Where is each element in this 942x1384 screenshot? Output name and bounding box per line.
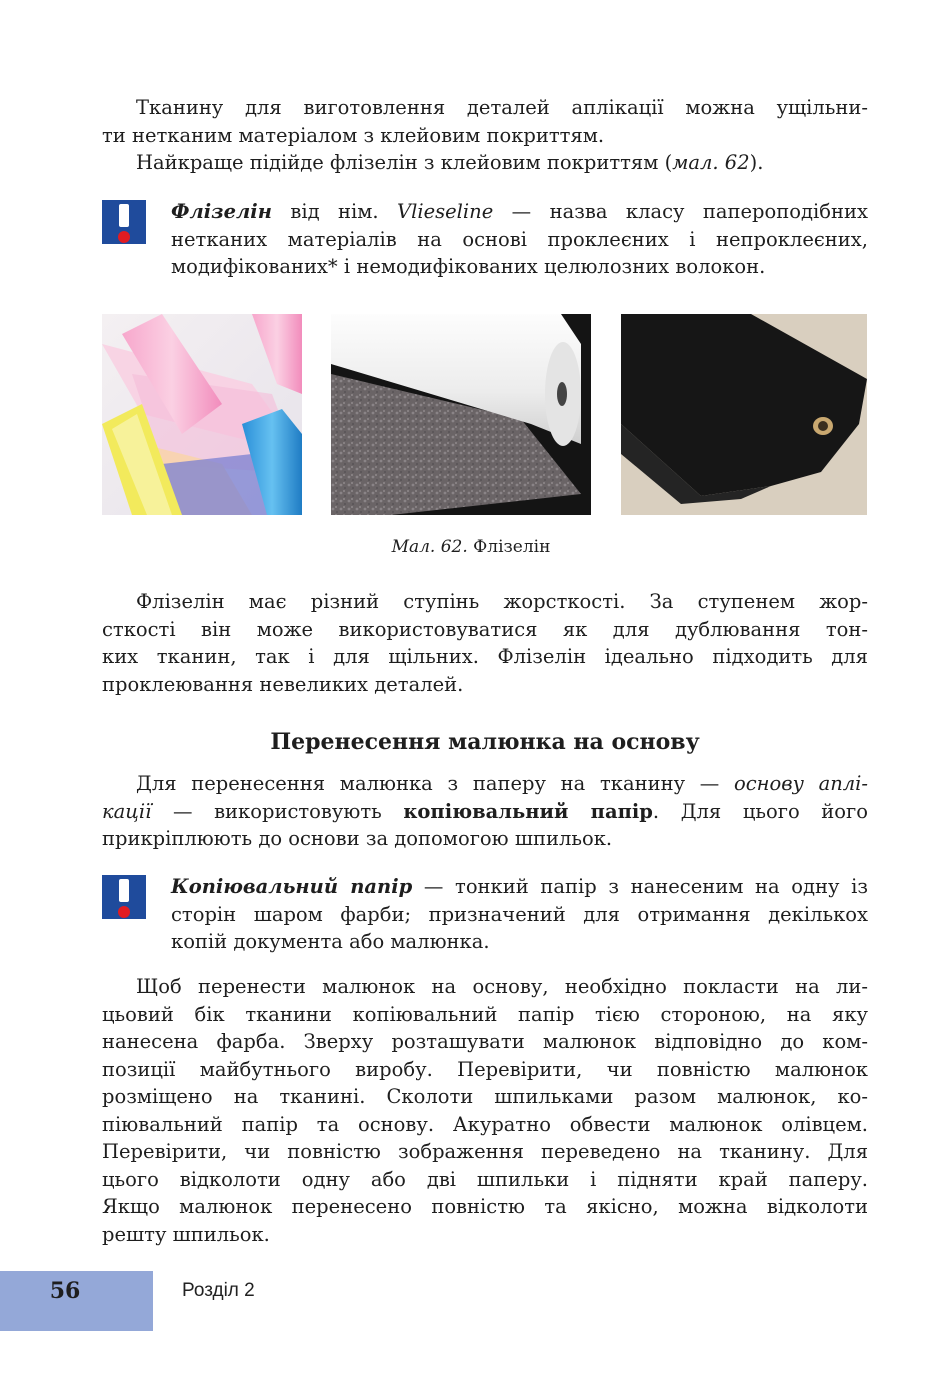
figure-caption: Мал. 62. Флізелін (391, 537, 551, 557)
photo-white-interlining-roll (331, 314, 591, 515)
definition-term: Флізелін (171, 200, 272, 223)
text-line: сторін шаром фарби; призначений для отримання декількох (171, 902, 868, 926)
text-line: сткості він може використовуватися як для дублювання тон- (102, 617, 868, 641)
photo-colored-interlining-rolls (102, 314, 302, 515)
section-heading: Перенесення малюнка на основу (270, 729, 700, 755)
exclamation-icon (102, 200, 146, 244)
text-line: прикріплюють до основи за допомогою шпильок. (102, 827, 613, 850)
definition-note-fliselin (171, 198, 868, 281)
text-line: Щоб перенести малюнок на основу, необхідно покласти на ли- (136, 975, 868, 998)
text-line: піювальний папір та основу. Акуратно обвести малюнок олівцем. (102, 1112, 868, 1136)
text-line: Найкраще підійде флізелін з клейовим покриттям (мал. 62). (136, 151, 764, 174)
text-line: модифікованих* і немодифікованих целюлозних волокон. (171, 255, 766, 278)
text-line: копій документа або малюнка. (171, 930, 490, 953)
text-line: ких тканин, так і для щільних. Флізелін ідеально підходить для (102, 645, 868, 668)
definition-term: Копіювальний папір (171, 875, 413, 898)
definition-note-carbon-paper (171, 873, 868, 956)
text-line: Перевірити, чи повністю зображення переведено на тканину. Для (102, 1140, 868, 1163)
text-line: проклеювання невеликих деталей. (102, 672, 464, 696)
paragraph-transfer-intro (102, 770, 868, 853)
text-line: Копіювальний папір — тонкий папір з нанесеним на одну із (171, 875, 868, 898)
text-line: ти нетканим матеріалом з клейовим покриттям. (102, 123, 605, 147)
text-line: Флізелін від нім. Vlieseline — назва класу папероподібних (171, 200, 868, 223)
section-label: Розділ 2 (182, 1280, 255, 1301)
exclamation-icon (102, 875, 146, 919)
text-line: кації — використовують копіювальний папір. Для цього його (102, 799, 868, 823)
text-line: цього відколоти одну або дві шпильки і підняти край паперу. (102, 1167, 868, 1191)
text-line: нетканих матеріалів на основі проклеєних і непроклеєних, (171, 227, 868, 251)
paragraph-stiffness (102, 588, 868, 698)
figure-reference: мал. 62 (672, 151, 750, 174)
intro-paragraph (102, 94, 868, 177)
text-line: Якщо малюнок перенесено повністю та якісно, можна відколоти (102, 1195, 868, 1218)
text-line: нанесена фарба. Зверху розташувати малюнок відповідно до ком- (102, 1030, 868, 1053)
photo-black-interlining-roll (621, 314, 867, 515)
text-line: цьовий бік тканини копіювальний папір тією стороною, на яку (102, 1002, 868, 1026)
page-number: 56 (49, 1278, 81, 1304)
text-line: розміщено на тканині. Сколоти шпильками разом малюнок, ко- (102, 1085, 868, 1108)
text-line: Тканину для виготовлення деталей аплікації можна ущільни- (136, 96, 868, 119)
paragraph-transfer-steps (102, 973, 868, 1248)
key-term: копіювальний папір (403, 799, 653, 823)
text-line: Для перенесення малюнка з паперу на тканину — основу аплі- (136, 772, 869, 795)
text-line: Флізелін має різний ступінь жорсткості. За ступенем жор- (136, 590, 868, 613)
text-line: позиції майбутнього виробу. Перевірити, чи повністю малюнок (102, 1057, 868, 1081)
text-line: решту шпильок. (102, 1222, 270, 1246)
